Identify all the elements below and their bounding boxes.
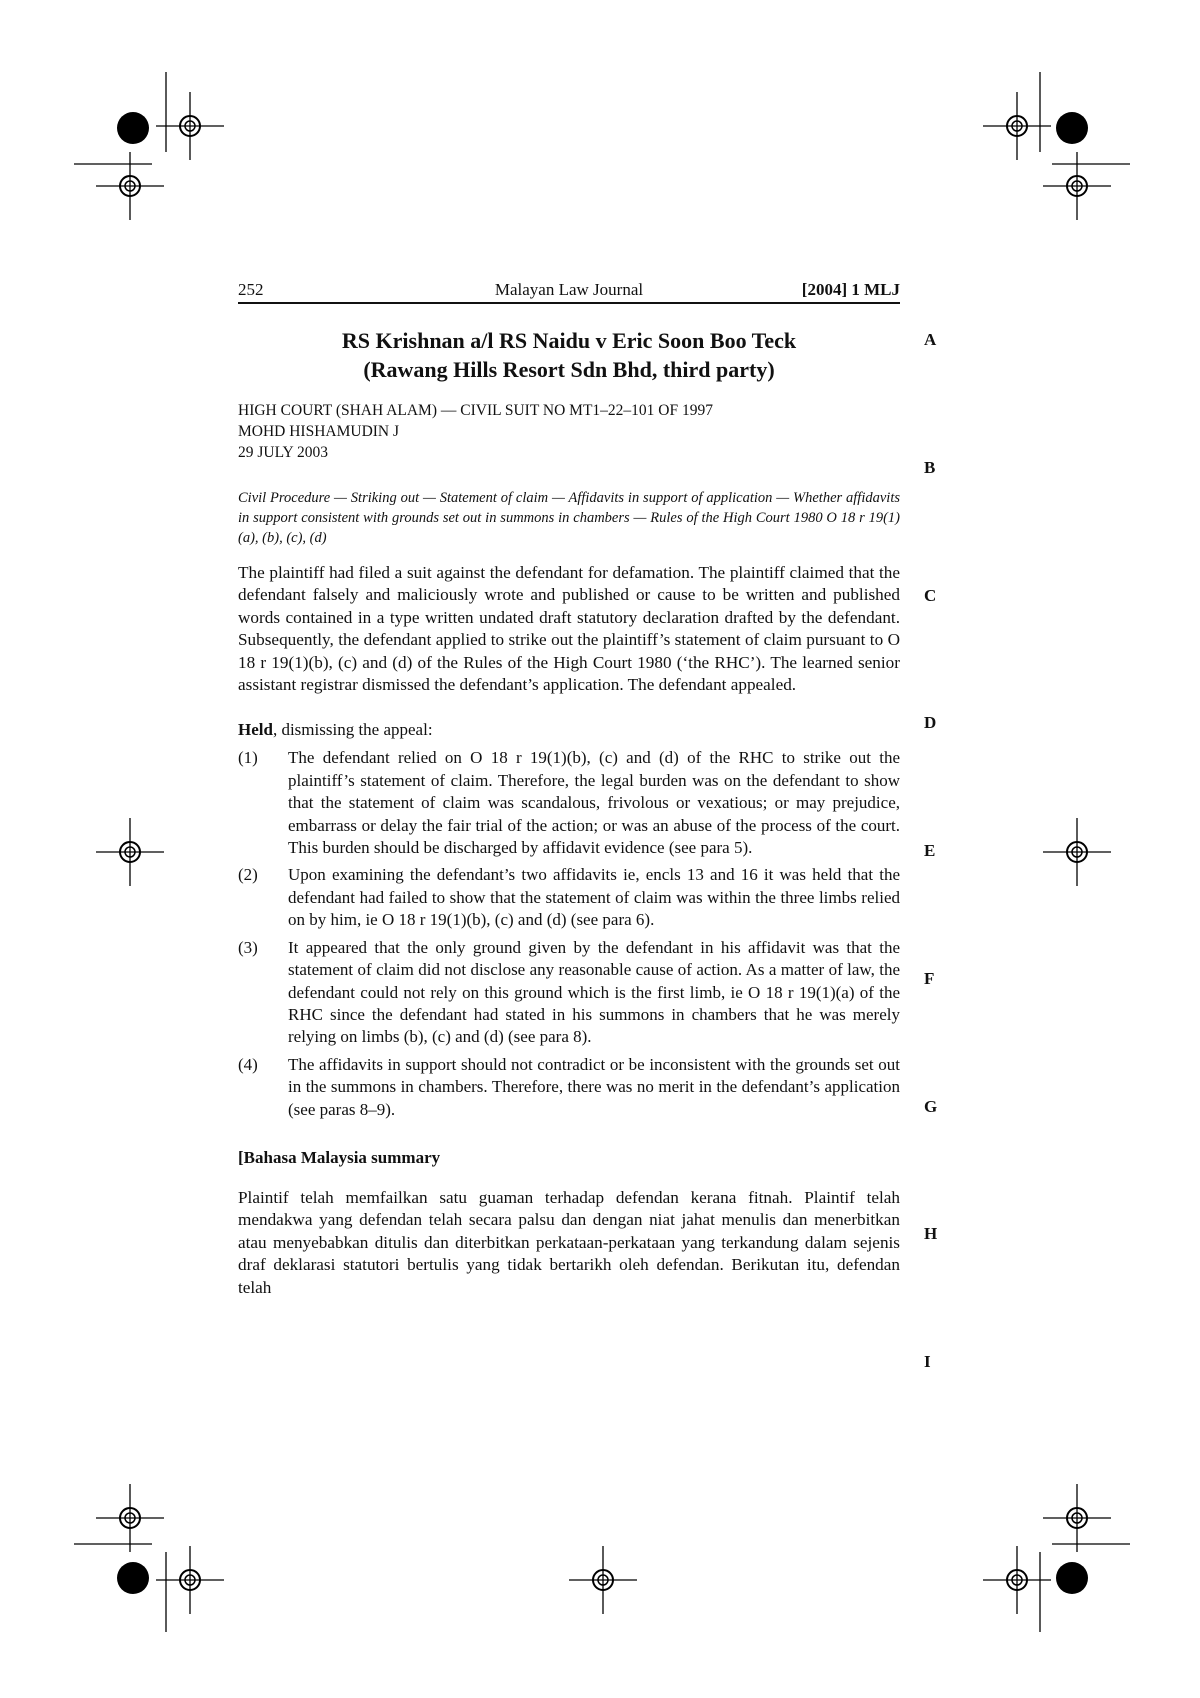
held-point-number: (4): [238, 1054, 258, 1074]
held-point-text: It appeared that the only ground given by the defendant in his affidavit was that the statement of claim did not disclose any reasonable cause of action. As a matter of law, the defendant could not rely on this ground which is the first limb, ie O 18 r 19(1)(a) of the RHC since the defendant had stated in his summons in chambers that he was merely relying on limbs (b), (c) and (d) (see para 8).: [288, 937, 900, 1047]
margin-letter-d: D: [924, 713, 937, 732]
catchwords: Civil Procedure — Striking out — Statement of claim — Affidavits in support of application — Whether affidavits in support consistent with grounds set out in summons in chambers — Rules of the High Court 1980 O 18 r 19(1)(a), (b), (c), (d): [238, 490, 900, 546]
running-head: [238, 278, 900, 304]
held-heading: [238, 719, 900, 741]
held-point: [238, 937, 900, 1049]
case-title: [238, 326, 900, 384]
held-point-number: (1): [238, 748, 258, 768]
headnote-facts: The plaintiff had filed a suit against the defendant for defamation. The plaintiff claimed that the defendant falsely and maliciously wrote and published or cause to be written and published words contained in a type written undated draft statutory declaration drafted by the defendant. Subsequently, the defendant applied to strike out the plaintiff’s statement of claim pursuant to O 18 r 19(1)(b), (c) and (d) of the Rules of the High Court 1980 (‘the RHC’). The learned senior assistant registrar dismissed the defendant’s application. The defendant appealed.: [238, 563, 900, 695]
bahasa-malaysia-heading: [Bahasa Malaysia summary: [238, 1147, 441, 1167]
margin-letter-i: I: [924, 1352, 931, 1371]
held-rest: , dismissing the appeal:: [272, 720, 433, 740]
held-point-text: Upon examining the defendant’s two affidavits ie, encls 13 and 16 it was held that the defendant had failed to show that the statement of claim was within the three limbs relied on by him, ie O 18 r 19(1)(b), (c) and (d) (see para 6).: [288, 865, 900, 930]
margin-letter-e: E: [924, 841, 936, 860]
margin-letter-c: C: [924, 586, 937, 605]
decision-date: 29 JULY 2003: [238, 444, 329, 461]
held-point: [238, 1054, 900, 1121]
held-point-text: The affidavits in support should not contradict or be inconsistent with the grounds set out in the summons in chambers. Therefore, there was no merit in the defendant’s application (see paras 8–9).: [288, 1054, 900, 1119]
court-details: [238, 400, 900, 463]
held-point: [238, 864, 900, 931]
margin-letter-g: G: [924, 1097, 938, 1116]
registration-mark-bottom-center: [569, 1546, 637, 1614]
registration-mark-bottom-left: [74, 1484, 224, 1632]
citation: [2004] 1 MLJ: [801, 280, 900, 299]
held-points: [238, 747, 900, 1121]
held-point-number: (2): [238, 865, 258, 885]
held-point-text: The defendant relied on O 18 r 19(1)(b), (c) and (d) of the RHC to strike out the plaintiff’s statement of claim. Therefore, the legal burden was on the defendant to show that the statement of claim was scandalous, frivolous or vexatious; or may prejudice, embarrass or delay the fair trial of the action; or was an abuse of the process of the court. This burden should be discharged by affidavit evidence (see para 5).: [288, 748, 900, 858]
page-content: [238, 278, 900, 1299]
page-number: 252: [238, 280, 264, 299]
held-point: [238, 747, 900, 859]
registration-mark-top-left: [74, 72, 224, 220]
margin-letter-b: B: [924, 458, 936, 477]
margin-letter-a: A: [924, 330, 937, 349]
journal-title: Malayan Law Journal: [494, 280, 644, 299]
margin-letter-h: H: [924, 1224, 938, 1243]
court-and-suit: HIGH COURT (SHAH ALAM) — CIVIL SUIT NO MT1–22–101 OF 1997: [238, 402, 713, 419]
bahasa-malaysia-summary: Plaintif telah memfailkan satu guaman terhadap defendan kerana fitnah. Plaintif telah mendakwa yang defendan telah secara palsu dan dengan niat jahat menulis dan menerbitkan atau menyebabkan ditulis dan diterbitkan perkataan-perkataan yang terkandung dalam sejenis draf deklarasi statutori bertulis yang tidak bertarikh oleh defendan. Berikutan itu, defendan telah: [238, 1187, 900, 1297]
case-title-line-1: RS Krishnan a/l RS Naidu v Eric Soon Boo Teck: [341, 328, 797, 353]
registration-mark-top-right: [983, 72, 1130, 220]
judge-name: MOHD HISHAMUDIN J: [238, 423, 400, 440]
case-title-line-2: (Rawang Hills Resort Sdn Bhd, third party): [363, 357, 775, 382]
held-label: Held: [238, 720, 273, 740]
registration-mark-middle-right: [1043, 818, 1111, 886]
margin-letter-f: F: [924, 969, 935, 988]
registration-mark-middle-left: [96, 818, 164, 886]
held-point-number: (3): [238, 937, 258, 957]
registration-mark-bottom-right: [983, 1484, 1130, 1632]
